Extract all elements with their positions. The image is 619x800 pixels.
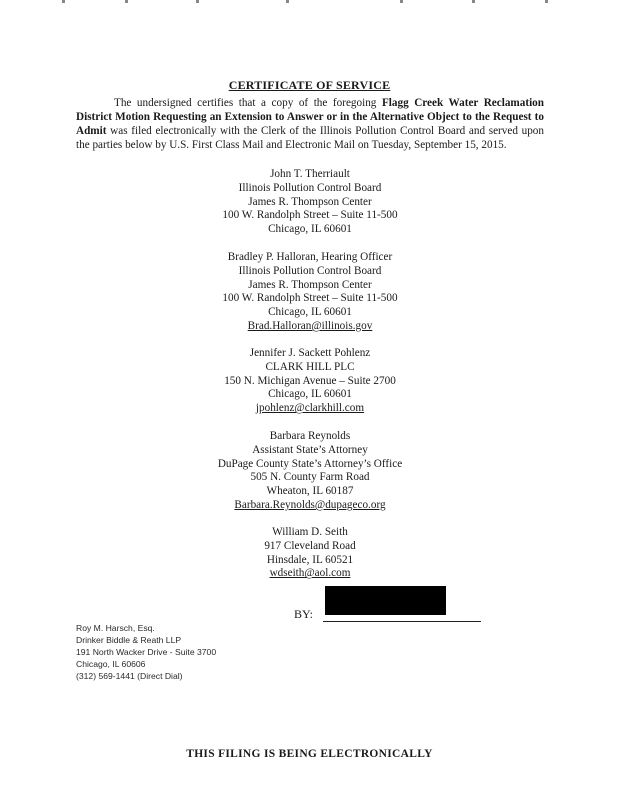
by-label: BY: bbox=[294, 607, 313, 621]
recipient-email-link[interactable]: jpohlenz@clarkhill.com bbox=[255, 402, 365, 415]
paragraph-text: was filed electronically with the Clerk of the Illinois Pollution Control Board and served upon the parties below by U.S. First Class Mail and Electronic Mail on Tuesday, September 15, 2015. bbox=[76, 125, 544, 151]
motion-title: Flagg Creek Water Reclamation District Motion Requesting an Extension to Answer or in the Alternative Object to the Request to Admit bbox=[76, 97, 544, 137]
recipient-street: 100 W. Randolph Street – Suite 11-500 bbox=[222, 292, 398, 305]
recipient-street: 917 Cleveland Road bbox=[264, 539, 356, 552]
recipient-email-link[interactable]: Barbara.Reynolds@dupageco.org bbox=[234, 498, 386, 511]
recipient-city: Chicago, IL 60601 bbox=[268, 388, 352, 401]
recipient-block bbox=[190, 526, 430, 581]
recipient-name: Barbara Reynolds bbox=[269, 430, 351, 442]
firm-name: Drinker Biddle & Reath LLP bbox=[76, 635, 182, 645]
recipient-line: James R. Thompson Center bbox=[248, 195, 372, 208]
recipient-name: William D. Seith bbox=[272, 526, 348, 538]
scan-mark bbox=[125, 0, 128, 3]
recipient-block bbox=[190, 168, 430, 237]
recipient-block bbox=[190, 251, 430, 334]
scan-mark bbox=[400, 0, 403, 3]
recipient-org: Assistant State’s Attorney bbox=[252, 443, 368, 456]
recipient-street: 505 N. County Farm Road bbox=[250, 471, 370, 484]
attorney-name: Roy M. Harsch, Esq. bbox=[76, 623, 155, 633]
recipient-street: 100 W. Randolph Street – Suite 11-500 bbox=[222, 209, 398, 222]
recipient-org: Illinois Pollution Control Board bbox=[238, 181, 382, 194]
firm-city: Chicago, IL 60606 bbox=[76, 659, 146, 669]
scan-mark bbox=[286, 0, 289, 3]
signature-block bbox=[76, 622, 216, 682]
recipient-name: Bradley P. Halloran, Hearing Officer bbox=[227, 251, 393, 263]
recipient-line: DuPage County State’s Attorney’s Office bbox=[217, 457, 403, 470]
scan-mark bbox=[62, 0, 65, 3]
recipient-line: James R. Thompson Center bbox=[248, 278, 372, 291]
recipient-block bbox=[190, 347, 430, 416]
redacted-signature bbox=[325, 586, 446, 615]
signature-line bbox=[323, 621, 481, 622]
recipient-city: Chicago, IL 60601 bbox=[268, 306, 352, 319]
recipient-city: Chicago, IL 60601 bbox=[268, 223, 352, 236]
recipient-block bbox=[190, 430, 430, 513]
filing-footer: THIS FILING IS BEING ELECTRONICALLY bbox=[186, 748, 433, 760]
scan-mark bbox=[196, 0, 199, 3]
certification-paragraph bbox=[76, 96, 544, 152]
recipient-city: Wheaton, IL 60187 bbox=[266, 485, 354, 498]
scan-mark bbox=[545, 0, 548, 3]
recipient-street: 150 N. Michigan Avenue – Suite 2700 bbox=[224, 374, 396, 387]
recipient-org: CLARK HILL PLC bbox=[265, 360, 355, 373]
document-title: CERTIFICATE OF SERVICE bbox=[228, 78, 391, 92]
recipient-name: Jennifer J. Sackett Pohlenz bbox=[249, 347, 371, 359]
recipient-email-link[interactable]: wdseith@aol.com bbox=[269, 567, 351, 580]
firm-street: 191 North Wacker Drive - Suite 3700 bbox=[76, 647, 217, 657]
recipient-city: Hinsdale, IL 60521 bbox=[266, 553, 354, 566]
recipient-email-link[interactable]: Brad.Halloran@illinois.gov bbox=[247, 319, 373, 332]
paragraph-text: The undersigned certifies that a copy of the foregoing bbox=[114, 97, 382, 109]
recipient-org: Illinois Pollution Control Board bbox=[238, 264, 382, 277]
scan-mark bbox=[472, 0, 475, 3]
firm-phone: (312) 569-1441 (Direct Dial) bbox=[76, 671, 183, 681]
recipient-name: John T. Therriault bbox=[270, 168, 350, 180]
